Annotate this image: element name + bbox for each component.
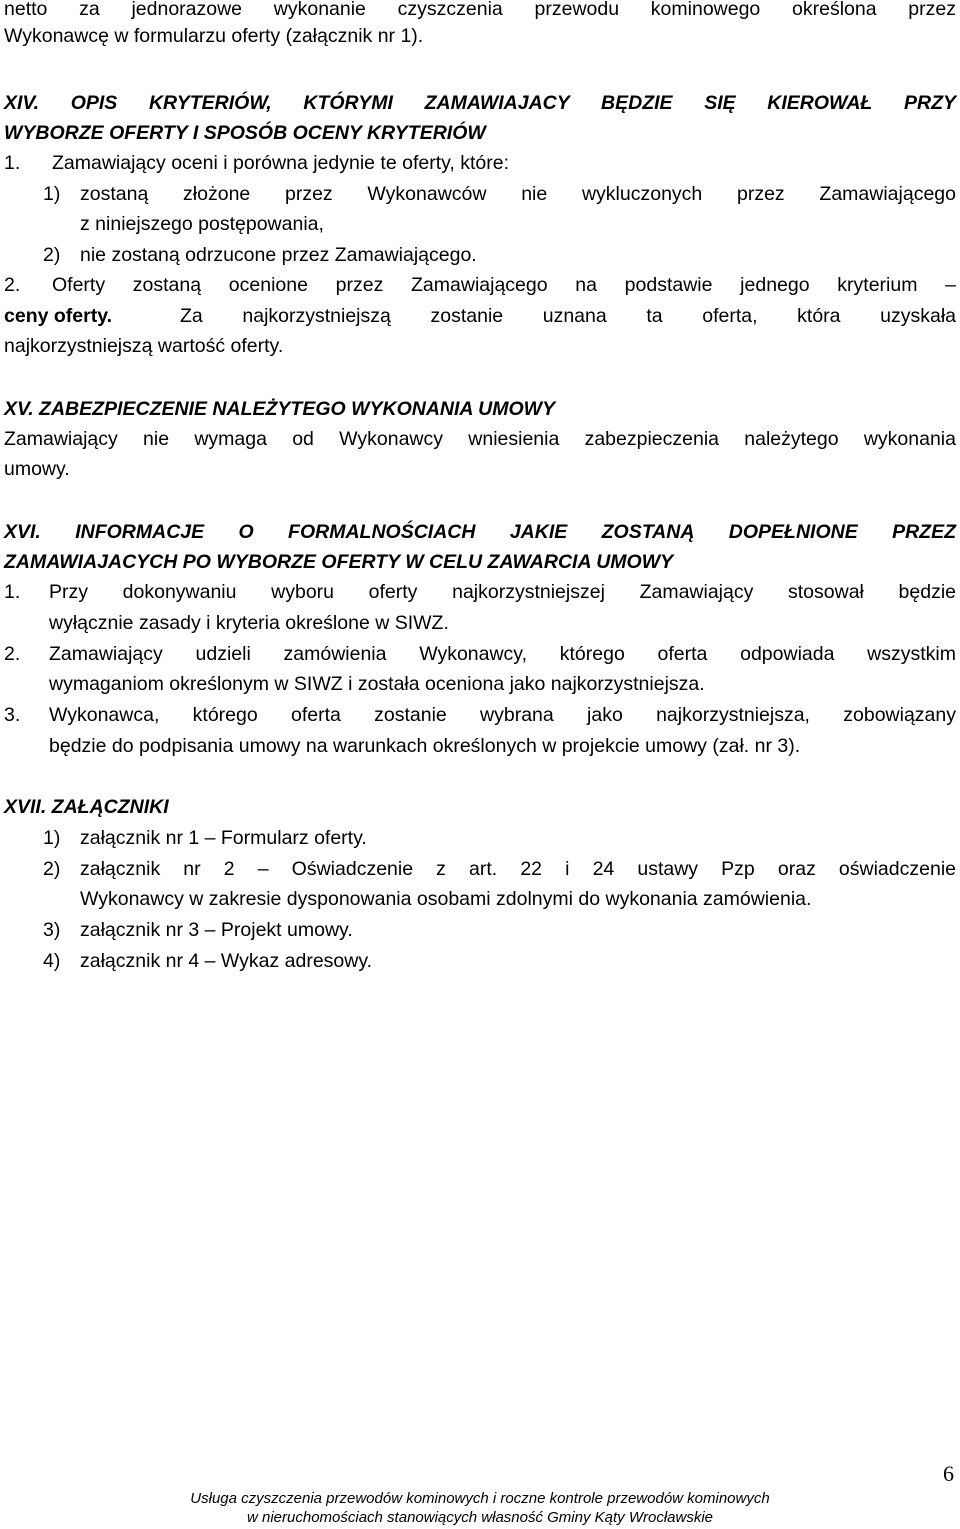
section-14-subitem-2-number: 2)	[43, 244, 61, 266]
attachment-3-number: 3)	[43, 919, 61, 941]
section-14-heading-line-2: WYBORZE OFERTY I SPOSÓB OCENY KRYTERIÓW	[4, 122, 486, 144]
attachment-1-number: 1)	[43, 827, 61, 849]
attachment-4-number: 4)	[43, 950, 61, 972]
section-14-item-2-number: 2.	[4, 274, 21, 296]
section-14-item-1-number: 1.	[4, 152, 21, 174]
intro-line-2: Wykonawcę w formularzu oferty (załącznik nr 1).	[4, 25, 424, 47]
page-number: 6	[943, 1461, 954, 1486]
section-16-item-3-number: 3.	[4, 704, 21, 726]
section-16-item-2-line-1: Zamawiający udzieli zamówienia Wykonawcy, którego oferta odpowiada wszystkim	[49, 643, 956, 665]
section-17-heading: XVII. ZAŁĄCZNIKI	[4, 796, 169, 818]
section-16-item-3-line-2: będzie do podpisania umowy na warunkach określonych w projekcie umowy (zał. nr 3).	[49, 735, 801, 757]
section-16-item-1-line-2: wyłącznie zasady i kryteria określone w SIWZ.	[49, 612, 449, 634]
footer-line-2: w nieruchomościach stanowiących własność Gminy Kąty Wrocławskie	[247, 1509, 713, 1526]
section-14-subitem-1-number: 1)	[43, 183, 61, 205]
section-16-item-2-number: 2.	[4, 643, 21, 665]
attachment-1-text: załącznik nr 1 – Formularz oferty.	[80, 827, 367, 849]
footer-line-1: Usługa czyszczenia przewodów kominowych i roczne kontrole przewodów kominowych	[190, 1490, 770, 1507]
section-15-line-1: Zamawiający nie wymaga od Wykonawcy wniesienia zabezpieczenia należytego wykonania	[4, 428, 956, 450]
section-14-subitem-1-line-2: z niniejszego postępowania,	[80, 213, 324, 235]
attachment-2-line-1: załącznik nr 2 – Oświadczenie z art. 22 i 24 ustawy Pzp oraz oświadczenie	[80, 858, 956, 880]
section-14-item-2-line-1: Oferty zostaną ocenione przez Zamawiającego na podstawie jednego kryterium –	[52, 274, 956, 296]
attachment-2-line-2: Wykonawcy w zakresie dysponowania osobami zdolnymi do wykonania zamówienia.	[80, 888, 812, 910]
section-16-item-3-line-1: Wykonawca, którego oferta zostanie wybrana jako najkorzystniejsza, zobowiązany	[49, 704, 956, 726]
attachment-2-number: 2)	[43, 858, 61, 880]
section-14-item-2-line-2: Za najkorzystniejszą zostanie uznana ta oferta, która uzyskała	[180, 305, 956, 327]
section-14-item-2-bold-phrase: ceny oferty.	[4, 305, 113, 327]
section-14-item-1-text: Zamawiający oceni i porówna jedynie te oferty, które:	[52, 152, 510, 174]
attachment-3-text: załącznik nr 3 – Projekt umowy.	[80, 919, 353, 941]
section-16-item-2-line-2: wymaganiom określonym w SIWZ i została oceniona jako najkorzystniejsza.	[49, 673, 705, 695]
intro-line-1: netto za jednorazowe wykonanie czyszczenia przewodu kominowego określona przez	[4, 0, 956, 20]
section-16-heading-line-2: ZAMAWIAJACYCH PO WYBORZE OFERTY W CELU ZAWARCIA UMOWY	[4, 551, 674, 573]
section-16-item-1-line-1: Przy dokonywaniu wyboru oferty najkorzystniejszej Zamawiający stosował będzie	[49, 581, 956, 603]
section-14-subitem-2-text: nie zostaną odrzucone przez Zamawiającego.	[80, 244, 477, 266]
section-14-heading-line-1: XIV. OPIS KRYTERIÓW, KTÓRYMI ZAMAWIAJACY BĘDZIE SIĘ KIEROWAŁ PRZY	[4, 92, 956, 114]
section-15-line-2: umowy.	[4, 458, 70, 480]
section-16-heading-line-1: XVI. INFORMACJE O FORMALNOŚCIACH JAKIE ZOSTANĄ DOPEŁNIONE PRZEZ	[4, 521, 956, 543]
section-15-heading: XV. ZABEZPIECZENIE NALEŻYTEGO WYKONANIA UMOWY	[4, 398, 556, 420]
section-16-item-1-number: 1.	[4, 581, 21, 603]
section-14-item-2-line-3: najkorzystniejszą wartość oferty.	[4, 335, 284, 357]
attachment-4-text: załącznik nr 4 – Wykaz adresowy.	[80, 950, 373, 972]
section-14-subitem-1-line-1: zostaną złożone przez Wykonawców nie wykluczonych przez Zamawiającego	[80, 183, 956, 205]
